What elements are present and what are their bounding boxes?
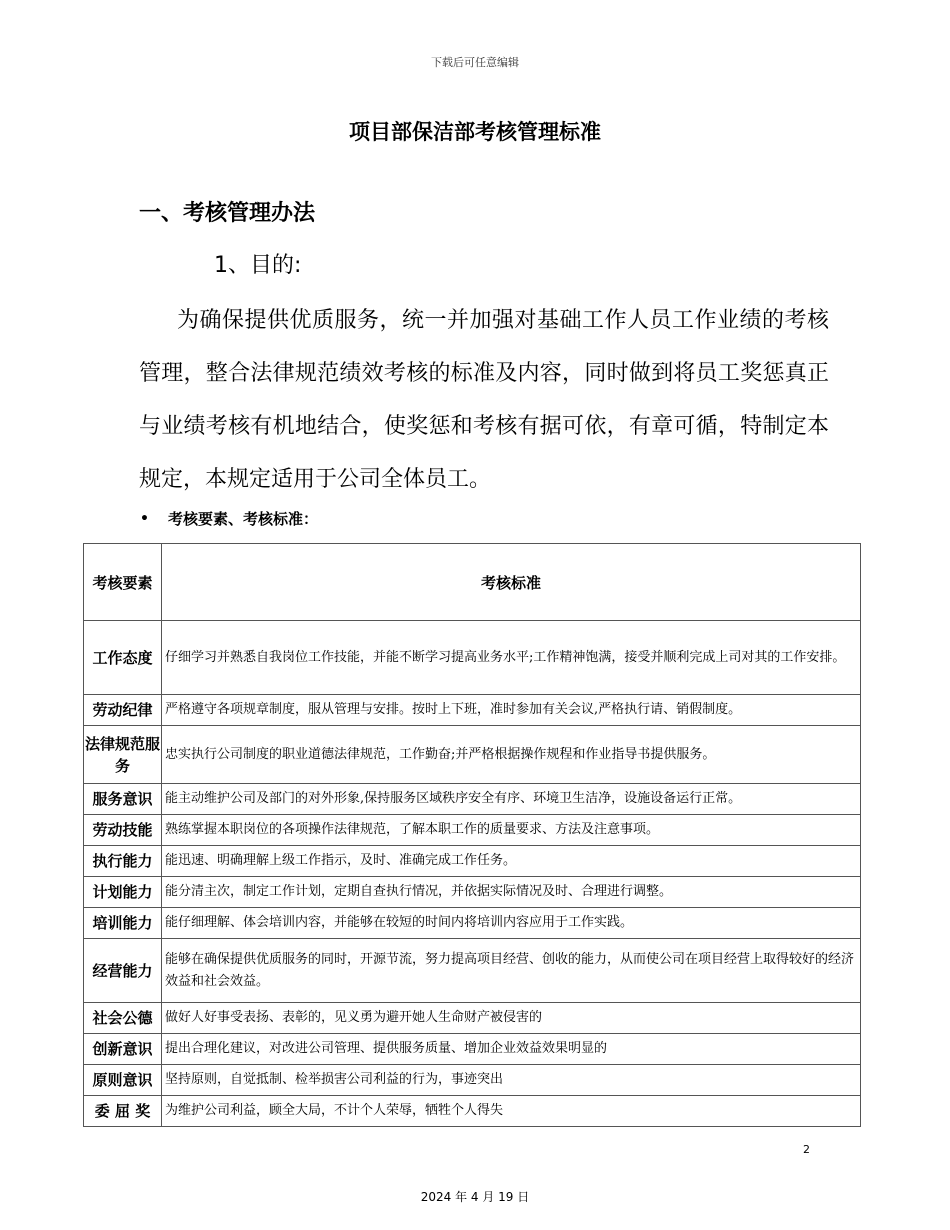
factor-cell: 培训能力	[84, 908, 162, 939]
standard-cell: 仔细学习并熟悉自我岗位工作技能，并能不断学习提高业务水平;工作精神饱满，接受并顺利完成上司对其的工作安排。	[162, 621, 861, 695]
page-number: 2	[803, 1143, 810, 1156]
standard-cell: 坚持原则，自觉抵制、检举损害公司利益的行为，事迹突出	[162, 1065, 861, 1096]
factor-cell: 委 屈 奖	[84, 1096, 162, 1127]
table-row	[84, 1065, 861, 1096]
table-row	[84, 1003, 861, 1034]
table-row	[84, 695, 861, 726]
table-row	[84, 784, 861, 815]
table-row	[84, 621, 861, 695]
assessment-table	[83, 543, 861, 1127]
factor-cell: 计划能力	[84, 877, 162, 908]
bullet-item	[140, 508, 318, 529]
document-title: 项目部保洁部考核管理标准	[349, 120, 601, 144]
table-row	[84, 877, 861, 908]
standard-cell: 能仔细理解、体会培训内容，并能够在较短的时间内将培训内容应用于工作实践。	[162, 908, 861, 939]
factor-cell: 劳动技能	[84, 815, 162, 846]
factor-cell: 原则意识	[84, 1065, 162, 1096]
table-header-row	[84, 544, 861, 621]
standard-cell: 提出合理化建议，对改进公司管理、提供服务质量、增加企业效益效果明显的	[162, 1034, 861, 1065]
factor-cell: 执行能力	[84, 846, 162, 877]
section-heading: 一、考核管理办法	[139, 201, 316, 226]
bullet-icon: •	[140, 510, 149, 527]
standard-cell: 能主动维护公司及部门的对外形象,保持服务区域秩序安全有序、环境卫生洁净，设施设备运行正常。	[162, 784, 861, 815]
standard-cell: 熟练掌握本职岗位的各项操作法律规范，了解本职工作的质量要求、方法及注意事项。	[162, 815, 861, 846]
header-standard: 考核标准	[162, 544, 861, 621]
standard-cell: 能分清主次，制定工作计划，定期自查执行情况，并依据实际情况及时、合理进行调整。	[162, 877, 861, 908]
table-row	[84, 815, 861, 846]
standard-cell: 能够在确保提供优质服务的同时，开源节流，努力提高项目经营、创收的能力，从而使公司在项目经营上取得较好的经济效益和社会效益。	[162, 939, 861, 1003]
purpose-paragraph: 为确保提供优质服务，统一并加强对基础工作人员工作业绩的考核管理，整合法律规范绩效考核的标准及内容，同时做到将员工奖惩真正与业绩考核有机地结合，使奖惩和考核有据可依，有章可循，特制定本规定，本规定适用于公司全体员工。	[139, 308, 829, 492]
bullet-text: 考核要素、考核标准：	[168, 510, 319, 528]
factor-cell: 服务意识	[84, 784, 162, 815]
footer-date: 2024 年 4 月 19 日	[420, 1190, 530, 1204]
factor-cell: 工作态度	[84, 621, 162, 695]
table-row	[84, 939, 861, 1003]
table-row	[84, 908, 861, 939]
standard-cell: 忠实执行公司制度的职业道德法律规范，工作勤奋;并严格根据操作规程和作业指导书提供服务。	[162, 726, 861, 784]
table-row	[84, 726, 861, 784]
table-row	[84, 1096, 861, 1127]
standard-cell: 为维护公司利益，顾全大局，不计个人荣辱，牺牲个人得失	[162, 1096, 861, 1127]
table-row	[84, 846, 861, 877]
standard-cell: 能迅速、明确理解上级工作指示，及时、准确完成工作任务。	[162, 846, 861, 877]
standard-cell: 严格遵守各项规章制度，服从管理与安排。按时上下班，准时参加有关会议,严格执行请、销假制度。	[162, 695, 861, 726]
header-factor: 考核要素	[84, 544, 162, 621]
sub-heading: 1、目的:	[214, 253, 302, 278]
factor-cell: 经营能力	[84, 939, 162, 1003]
header-note: 下载后可任意编辑	[431, 56, 519, 69]
factor-cell: 创新意识	[84, 1034, 162, 1065]
standard-cell: 做好人好事受表扬、表彰的，见义勇为避开她人生命财产被侵害的	[162, 1003, 861, 1034]
factor-cell: 社会公德	[84, 1003, 162, 1034]
table-row	[84, 1034, 861, 1065]
factor-cell: 劳动纪律	[84, 695, 162, 726]
factor-cell: 法律规范服务	[84, 726, 162, 784]
